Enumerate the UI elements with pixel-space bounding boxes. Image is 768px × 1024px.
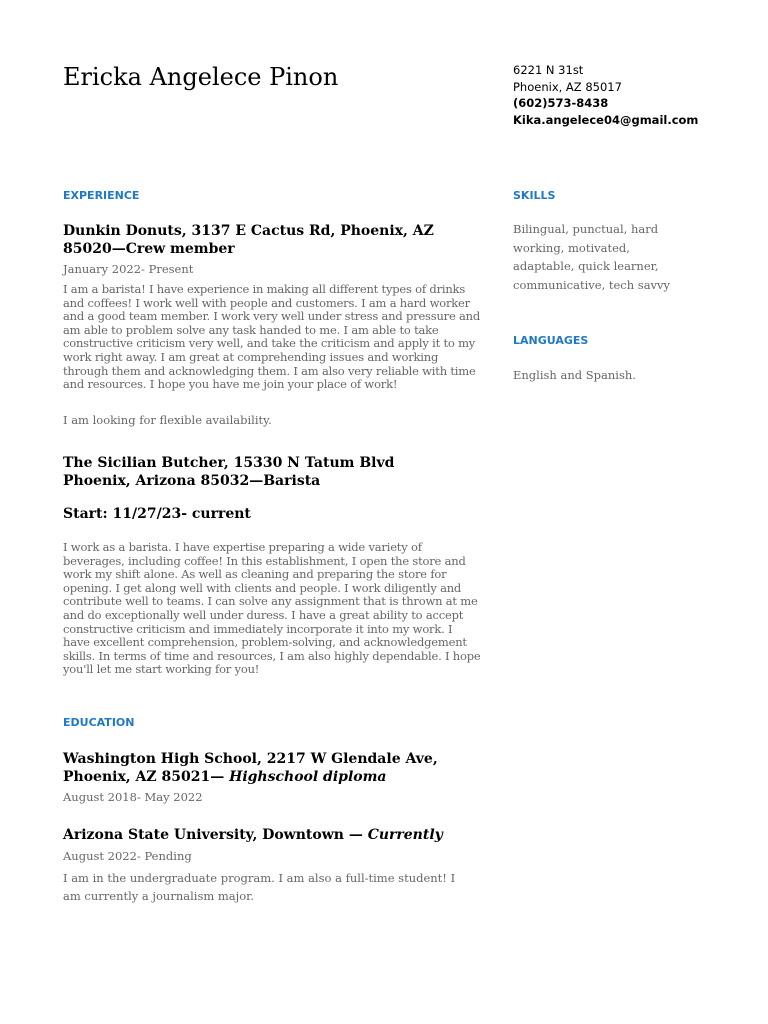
address-street: 6221 N 31st bbox=[513, 63, 584, 77]
job2-description: I work as a barista. I have expertise preparing a wide variety of beverages, including coffee! In this establishment, I open the store and work my shift alone. As well as cleaning and preparing the store for opening. I get along well with clients and people. I work diligently and contribute well to teams. I can solve any assignment that is thrown at me and do exceptionally well under duress. I have a great ability to accept constructive criticism and immediately incorporate it into my work. I have excellent comprehension, problem-solving, and acknowledgement skills. In terms of time and resources, I am also highly dependable. I hope you'll let me start working for you! bbox=[63, 540, 481, 677]
job2-title-line1: The Sicilian Butcher, 15330 N Tatum Blvd bbox=[63, 455, 395, 471]
school2-dates: August 2022- Pending bbox=[63, 849, 192, 863]
skills-heading: SKILLS bbox=[513, 189, 556, 202]
job2-title-line2: Phoenix, Arizona 85032—Barista bbox=[63, 473, 321, 489]
school1-title bbox=[63, 750, 463, 786]
phone-number: (602)573-8438 bbox=[513, 96, 609, 110]
job1-location-role: 3137 E Cactus Rd, Phoenix, AZ 85020—Crew member bbox=[63, 223, 434, 257]
resume-name: Ericka Angelece Pinon bbox=[63, 63, 339, 91]
school2-description: I am in the undergraduate program. I am also a full-time student! I am currently a journalism major. bbox=[63, 871, 456, 903]
job1-availability: I am looking for flexible availability. bbox=[63, 413, 272, 427]
school2-status: Currently bbox=[367, 827, 443, 843]
school1-degree: Highschool diploma bbox=[224, 769, 387, 785]
school2-title bbox=[63, 826, 483, 844]
job1-employer: Dunkin Donuts, bbox=[63, 223, 187, 239]
experience-heading: EXPERIENCE bbox=[63, 189, 140, 202]
address-city: Phoenix, AZ 85017 bbox=[513, 79, 622, 94]
job1-dates: January 2022- Present bbox=[63, 262, 194, 276]
languages-heading: LANGUAGES bbox=[513, 334, 589, 347]
languages-list: English and Spanish. bbox=[513, 368, 636, 382]
job2-start: Start: 11/27/23- current bbox=[63, 506, 251, 522]
education-heading: EDUCATION bbox=[63, 716, 135, 729]
contact-block bbox=[513, 62, 698, 128]
school1-name: Washington High School, 2217 W Glendale Ave, Phoenix, AZ 85021— bbox=[63, 751, 438, 785]
school2-campus: Downtown — bbox=[257, 827, 368, 843]
job2-title bbox=[63, 454, 483, 490]
job1-title bbox=[63, 222, 483, 258]
skills-list: Bilingual, punctual, hard working, motivated, adaptable, quick learner, communicative, tech savvy bbox=[513, 222, 671, 292]
school2-name: Arizona State University, bbox=[63, 827, 258, 843]
email-address: Kika.angelece04@gmail.com bbox=[513, 112, 699, 127]
job1-description: I am a barista! I have experience in making all different types of drinks and coffees! I work well with people and customers. I am a hard worker and a good team member. I work very well under stress and pressure and am able to problem solve any task handed to me. I am able to take constructive criticism very well, and take the criticism and apply it to my work right away. I am great at comprehending issues and working through them and acknowledging them. I am also very reliable with time and resources. I hope you have me join your place of work! bbox=[63, 282, 481, 392]
school1-dates: August 2018- May 2022 bbox=[63, 790, 203, 804]
